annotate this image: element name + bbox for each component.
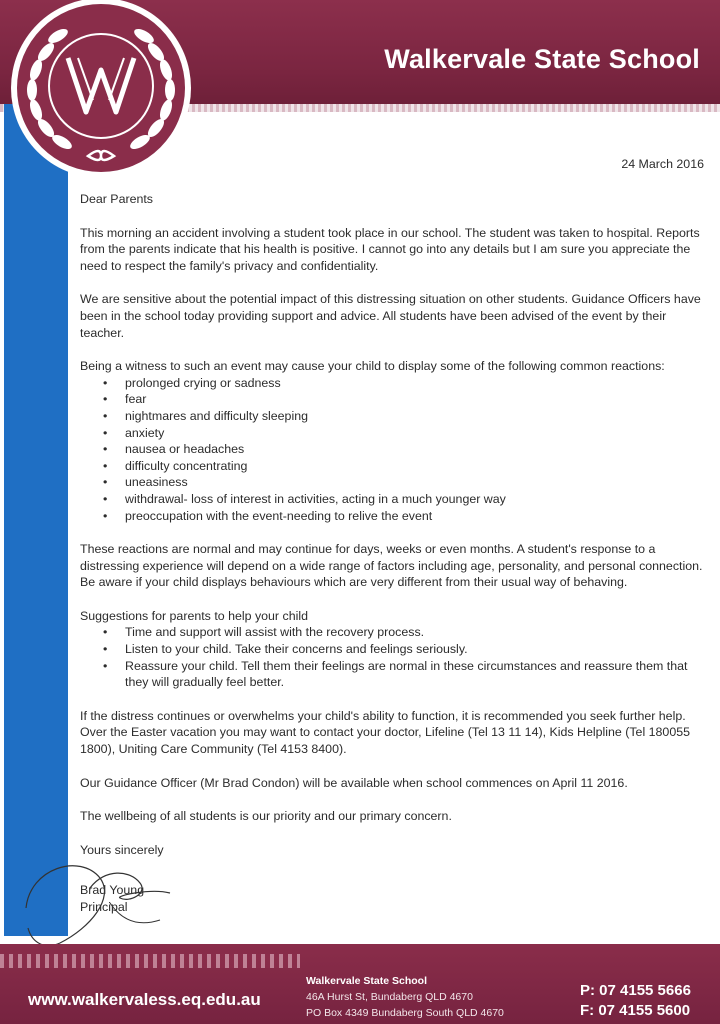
list-item: • withdrawal- loss of interest in activities, acting in a much younger way: [80, 491, 706, 508]
paragraph-guidance-officer: Our Guidance Officer (Mr Brad Condon) will be available when school commences on April 11 2016.: [80, 775, 628, 790]
footer-fax: F: 07 4155 5600: [580, 1002, 691, 1019]
letter-body: [80, 150, 706, 916]
list-item: • anxiety: [80, 425, 706, 442]
paragraph-normal-reactions: These reactions are normal and may continue for days, weeks or even months. A student's response to a distressing experience will depend on a wide range of factors including age, personality, and personal connection. Be aware if your child displays behaviours which are very different from their usual way of behaving.: [80, 542, 703, 590]
footer-address: [306, 973, 504, 1021]
list-item: • Time and support will assist with the recovery process.: [80, 624, 706, 641]
list-item: • preoccupation with the event-needing to relive the event: [80, 508, 706, 525]
list-item: • fear: [80, 391, 706, 408]
footer-po-box: PO Box 4349 Bundaberg South QLD 4670: [306, 1007, 504, 1019]
footer-website-link[interactable]: www.walkervaless.eq.edu.au: [28, 990, 261, 1009]
list-item: • Listen to your child. Take their concerns and feelings seriously.: [80, 641, 706, 658]
list-item: • Reassure your child. Tell them their feelings are normal in these circumstances and reassure them that they will gradually feel better.: [80, 658, 706, 691]
footer-phone: P: 07 4155 5666: [580, 982, 691, 999]
paragraph-reactions-intro: Being a witness to such an event may cause your child to display some of the following common reactions:: [80, 359, 665, 374]
letter-date: 24 March 2016: [621, 157, 704, 171]
footer-street-address: 46A Hurst St, Bundaberg QLD 4670: [306, 991, 473, 1003]
list-item: • nightmares and difficulty sleeping: [80, 408, 706, 425]
list-item: • difficulty concentrating: [80, 458, 706, 475]
list-item: • uneasiness: [80, 474, 706, 491]
paragraph-accident: This morning an accident involving a student took place in our school. The student was taken to hospital. Reports from the parents indicate that his health is positive. I cannot go into any details but I am sure you appreciate the need to respect the family's privacy and confidentiality.: [80, 225, 700, 273]
signer-title: Principal: [80, 900, 128, 914]
footer-contact-numbers: [580, 981, 691, 1021]
reactions-list: [80, 375, 706, 524]
suggestions-list: [80, 624, 706, 690]
footer-stripe: [0, 954, 300, 968]
closing: Yours sincerely: [80, 842, 164, 857]
handwritten-signature: [20, 848, 180, 958]
footer-school-name: Walkervale State School: [306, 975, 427, 987]
paragraph-wellbeing: The wellbeing of all students is our priority and our primary concern.: [80, 809, 452, 824]
list-item: • nausea or headaches: [80, 441, 706, 458]
list-item: • prolonged crying or sadness: [80, 375, 706, 392]
paragraph-further-help: If the distress continues or overwhelms your child's ability to function, it is recommended you seek further help. Over the Easter vacation you may want to contact your doctor, Lifeline (Tel 13 11 14), Kids Helpline (Tel 180055 1800), Uniting Care Community (Tel 4153 8400).: [80, 708, 690, 757]
paragraph-impact: We are sensitive about the potential impact of this distressing situation on other students. Guidance Officers have been in the school today providing support and advice. All students have been advised of the event by their teacher.: [80, 292, 701, 340]
greeting: Dear Parents: [80, 192, 154, 206]
signer-name: Brad Young: [80, 883, 145, 898]
side-accent-bar: [4, 104, 68, 936]
suggestions-intro: Suggestions for parents to help your child: [80, 608, 308, 623]
school-name-heading: Walkervale State School: [384, 44, 700, 74]
